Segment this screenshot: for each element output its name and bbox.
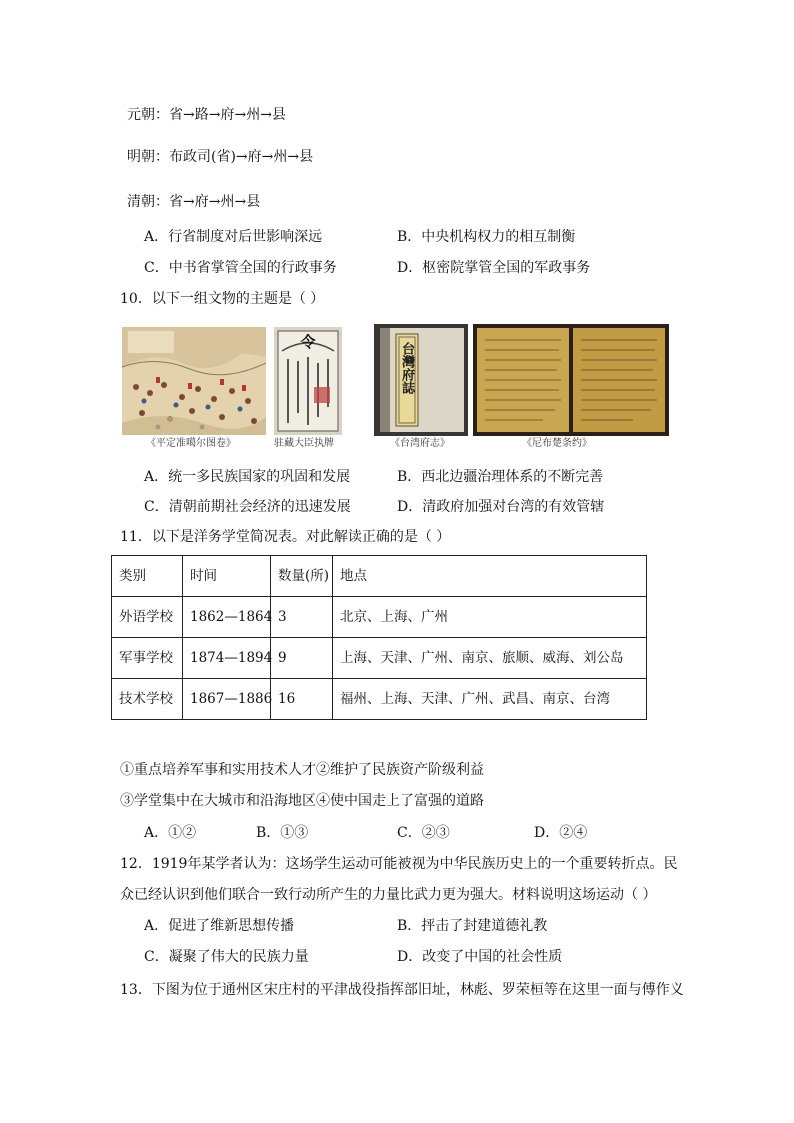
q12-option-d: D．改变了中国的社会性质: [397, 949, 563, 965]
table-cell: 外语学校: [112, 597, 183, 638]
caption-treaty: 《尼布楚条约》: [522, 438, 592, 449]
table-row: [112, 638, 647, 679]
table-cell: 上海、天津、广州、南京、旅顺、威海、刘公岛: [333, 638, 647, 679]
q9-option-b: B．中央机构权力的相互制衡: [397, 229, 576, 245]
caption-permit: 驻藏大臣执牌: [274, 438, 334, 449]
table-cell: 16: [271, 679, 333, 720]
table-header-cell: 类别: [112, 556, 183, 597]
q11-stem: 11．以下是洋务学堂简况表。对此解读正确的是（ ）: [120, 529, 451, 545]
q9-qing-line: 清朝：省→府→州→县: [127, 194, 261, 210]
caption-gazetteer: 《台湾府志》: [390, 438, 450, 449]
caption-painting: 《平定准噶尔图卷》: [146, 438, 236, 449]
permit-plaque-image: [274, 327, 342, 435]
table-row: [112, 679, 647, 720]
q10-stem: 10．以下一组文物的主题是（ ）: [120, 291, 325, 307]
table-cell: 军事学校: [112, 638, 183, 679]
permit-plaque-title: 令: [300, 333, 316, 351]
table-cell: 1862—1864: [183, 597, 271, 638]
table-header-cell: 地点: [333, 556, 647, 597]
table-cell: 福州、上海、天津、广州、武昌、南京、台湾: [333, 679, 647, 720]
table-cell: 9: [271, 638, 333, 679]
q10-option-c: C．清朝前期社会经济的迅速发展: [144, 499, 351, 515]
q11-statement-2: ③学堂集中在大城市和沿海地区④使中国走上了富强的道路: [120, 793, 484, 809]
table-cell: 1867—1886: [183, 679, 271, 720]
q9-ming-line: 明朝：布政司(省)→府→州→县: [127, 149, 314, 165]
table-row: [112, 597, 647, 638]
table-cell: 北京、上海、广州: [333, 597, 647, 638]
table-header-row: [112, 556, 647, 597]
q11-option-b: B．①③: [256, 825, 309, 841]
table-header-cell: 数量(所): [271, 556, 333, 597]
q11-option-a: A．①②: [144, 825, 197, 841]
gazetteer-title: 台灣府誌: [399, 342, 414, 394]
school-table: [111, 555, 647, 720]
q11-statement-1: ①重点培养军事和实用技术人才②维护了民族资产阶级利益: [120, 762, 484, 778]
painting-image: [122, 327, 266, 435]
table-header-cell: 时间: [183, 556, 271, 597]
gazetteer-book-image: [374, 324, 468, 436]
q12-option-a: A．促进了维新思想传播: [144, 918, 295, 934]
q10-option-b: B．西北边疆治理体系的不断完善: [397, 469, 604, 485]
q12-option-b: B．抨击了封建道德礼教: [397, 918, 548, 934]
q9-option-c: C．中书省掌管全国的行政事务: [144, 260, 337, 276]
table-cell: 技术学校: [112, 679, 183, 720]
q12-option-c: C．凝聚了伟大的民族力量: [144, 949, 309, 965]
q13-line-1: 13．下图为位于通州区宋庄村的平津战役指挥部旧址，林彪、罗荣桓等在这里一面与傅作义: [120, 982, 684, 998]
table-cell: 1874—1894: [183, 638, 271, 679]
q11-option-c: C．②③: [397, 825, 450, 841]
q9-yuan-line: 元朝：省→路→府→州→县: [127, 107, 286, 123]
q10-option-d: D．清政府加强对台湾的有效管辖: [397, 499, 605, 515]
table-cell: 3: [271, 597, 333, 638]
q12-line-2: 众已经认识到他们联合一致行动所产生的力量比武力更为强大。材料说明这场运动（ ）: [120, 887, 657, 903]
treaty-document-image: [473, 324, 669, 436]
q12-line-1: 12．1919年某学者认为：这场学生运动可能被视为中华民族历史上的一个重要转折点。民: [120, 856, 678, 872]
q9-option-d: D．枢密院掌管全国的军政事务: [397, 260, 591, 276]
q9-option-a: A．行省制度对后世影响深远: [144, 229, 323, 245]
q11-option-d: D．②④: [534, 825, 588, 841]
q10-option-a: A．统一多民族国家的巩固和发展: [144, 469, 351, 485]
